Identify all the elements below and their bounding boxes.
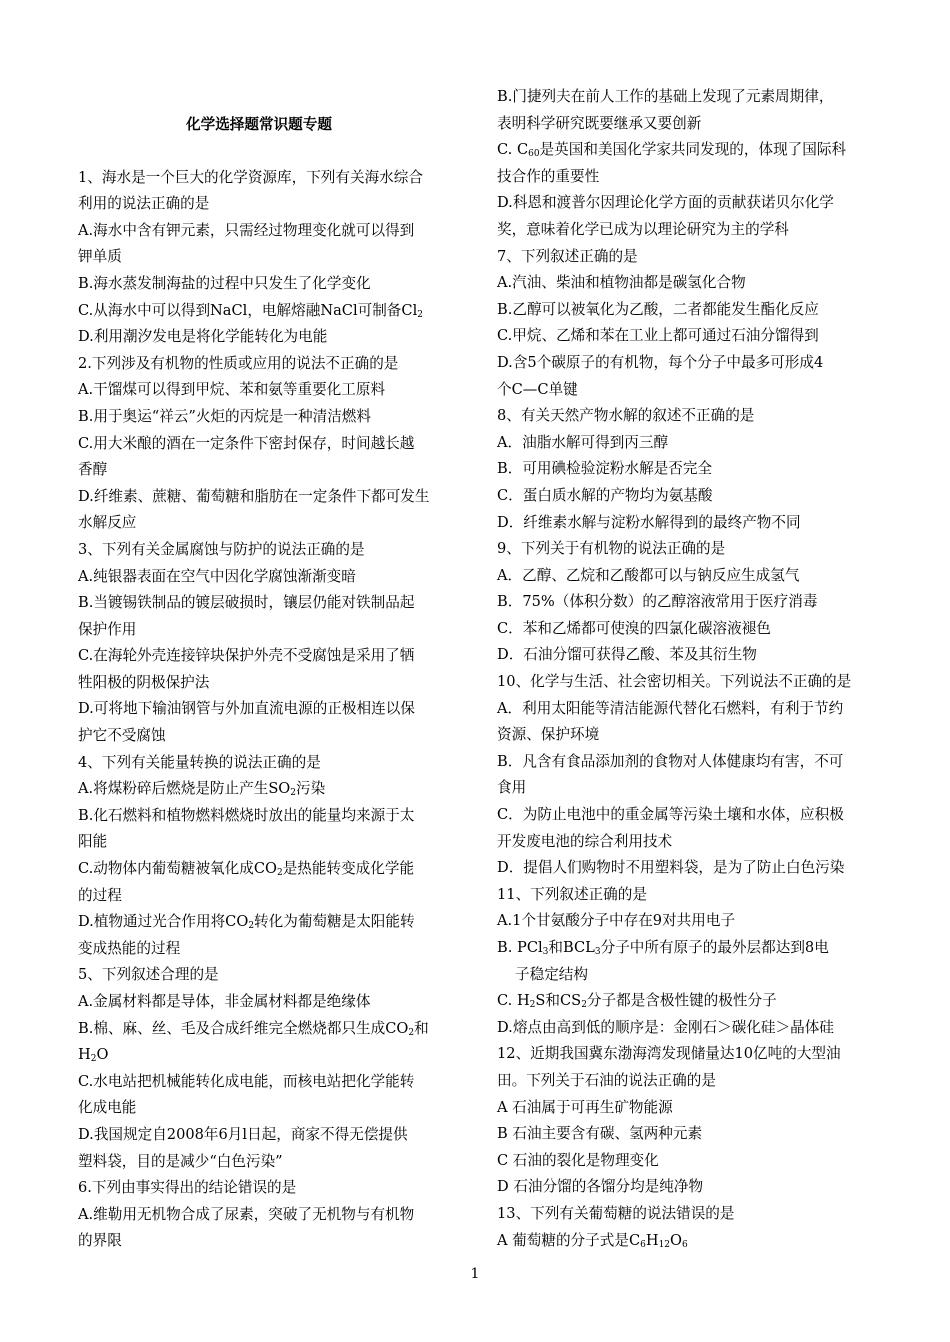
right-line: B．75%（体积分数）的乙醇溶液常用于医疗消毒: [497, 593, 818, 611]
right-line: D．纤维素水解与淀粉水解得到的最终产物不同: [497, 513, 801, 531]
right-line: 9、下列关于有机物的说法正确的是: [497, 540, 726, 558]
left-line: 阳能: [78, 833, 108, 851]
right-line: 开发废电池的综合利用技术: [497, 832, 673, 850]
left-line: A.海水中含有钾元素，只需经过物理变化就可以得到: [78, 221, 415, 239]
right-line: 资源、保护环境: [497, 726, 600, 744]
right-line: 食用: [497, 779, 527, 797]
right-line: C．为防止电池中的重金属等污染土壤和水体，应积极: [497, 806, 844, 824]
page-title: 化学选择题常识题专题: [186, 116, 332, 133]
right-line: A 葡萄糖的分子式是$C_6H_{12}O_6$: [497, 1231, 688, 1250]
left-line: D.利用潮汐发电是将化学能转化为电能: [78, 328, 328, 346]
right-line: 个C—C单键: [497, 380, 578, 398]
right-column: [497, 84, 881, 1254]
right-line: C．苯和乙烯都可使溴的四氯化碳溶液褪色: [497, 619, 771, 637]
left-column: [78, 112, 462, 1255]
right-line: C. $C_{60}$是英国和美国化学家共同发现的，体现了国际科: [497, 141, 847, 160]
right-line: 子稳定结构: [515, 965, 588, 983]
left-line: C.水电站把机械能转化成电能，而核电站把化学能转: [78, 1072, 415, 1090]
left-line: 香醇: [78, 461, 108, 479]
left-line: 2.下列涉及有机物的性质或应用的说法不正确的是: [78, 354, 399, 372]
right-line: C．蛋白质水解的产物均为氨基酸: [497, 486, 713, 504]
left-line: B.棉、麻、丝、毛及合成纤维完全燃烧都只生成$CO_2$和: [78, 1019, 429, 1038]
right-line: 13、下列有关葡萄糖的说法错误的是: [497, 1204, 735, 1222]
left-line: C.在海轮外壳连接锌块保护外壳不受腐蚀是采用了牺: [78, 647, 415, 665]
left-line: A.干馏煤可以得到甲烷、苯和氨等重要化工原料: [78, 381, 386, 399]
left-line: 保护作用: [78, 620, 137, 638]
right-line: 技合作的重要性: [497, 167, 600, 185]
right-line: B.乙醇可以被氧化为乙酸，二者都能发生酯化反应: [497, 300, 819, 318]
left-line: 钾单质: [78, 248, 122, 266]
right-line: C.甲烷、乙烯和苯在工业上都可通过石油分馏得到: [497, 327, 819, 345]
left-line: 变成热能的过程: [78, 939, 181, 957]
left-line: B.用于奥运“祥云”火炬的丙烷是一种清洁燃料: [78, 407, 371, 425]
right-line: A.汽油、柴油和植物油都是碳氢化合物: [497, 274, 746, 292]
left-line: D.可将地下输油钢管与外加直流电源的正极相连以保: [78, 700, 415, 718]
left-line: A.金属材料都是导体，非金属材料都是绝缘体: [78, 993, 371, 1010]
left-line: B.化石燃料和植物燃料燃烧时放出的能量均来源于太: [78, 806, 415, 824]
right-line: D．石油分馏可获得乙酸、苯及其衍生物: [497, 646, 757, 664]
right-line: 10、化学与生活、社会密切相关。下列说法不正确的是: [497, 673, 852, 691]
left-line: 护它不受腐蚀: [78, 727, 166, 745]
right-line: B.门捷列夫在前人工作的基础上发现了元素周期律，: [497, 88, 834, 105]
right-line: A．乙醇、乙烷和乙酸都可以与钠反应生成氢气: [497, 566, 800, 584]
right-line: C. $H_2S$和$CS_2$分子都是含极性键的极性分子: [497, 992, 777, 1011]
right-line: C 石油的裂化是物理变化: [497, 1151, 659, 1169]
left-line: C.动物体内葡萄糖被氧化成$CO_2$是热能转变成化学能: [78, 860, 415, 879]
left-line: 水解反应: [78, 514, 137, 532]
left-line: D.植物通过光合作用将$CO_2$转化为葡萄糖是太阳能转: [78, 913, 415, 932]
left-line: A.维勒用无机物合成了尿素，突破了无机物与有机物: [78, 1205, 415, 1223]
left-line: 利用的说法正确的是: [78, 195, 210, 213]
right-line: B. PCl$_3$和$BCL_3$分子中所有原子的最外层都达到8电: [497, 939, 829, 957]
left-line: 3、下列有关金属腐蚀与防护的说法正确的是: [78, 540, 365, 558]
right-lines: [497, 84, 881, 1254]
right-line: 田。下列关于石油的说法正确的是: [497, 1071, 716, 1089]
right-line: B．凡含有食品添加剂的食物对人体健康均有害，不可: [497, 752, 844, 770]
left-line: 化成电能: [78, 1099, 137, 1117]
right-line: 表明科学研究既要继承又要创新: [497, 114, 702, 132]
left-line: 的过程: [78, 886, 122, 904]
right-line: D 石油分馏的各馏分均是纯净物: [497, 1178, 704, 1196]
right-line: 7、下列叙述正确的是: [497, 247, 638, 265]
left-line: 的界限: [78, 1232, 122, 1250]
left-line: D.我国规定自2008年6月l日起，商家不得无偿提供: [78, 1125, 408, 1143]
left-line: C.用大米酿的酒在一定条件下密封保存，时间越长越: [78, 434, 415, 452]
right-line: 奖，意味着化学已成为以理论研究为主的学科: [497, 220, 789, 238]
left-line: 塑料袋，目的是减少“白色污染”: [78, 1152, 283, 1170]
right-line: D.科恩和渡普尔因理论化学方面的贡献获诺贝尔化学: [497, 194, 834, 212]
right-line: A．利用太阳能等清洁能源代替化石燃料，有利于节约: [497, 699, 844, 717]
right-line: 12、近期我国冀东渤海湾发现储量达10亿吨的大型油: [497, 1045, 841, 1063]
left-line: 1、海水是一个巨大的化学资源库，下列有关海水综合: [78, 168, 423, 186]
right-line: B 石油主要含有碳、氢两种元素: [497, 1125, 703, 1143]
right-line: D．提倡人们购物时不用塑料袋，是为了防止白色污染: [497, 859, 845, 877]
right-line: 11、下列叙述正确的是: [497, 885, 647, 903]
left-line: D.纤维素、蔗糖、葡萄糖和脂肪在一定条件下都可发生: [78, 487, 430, 505]
right-line: D.熔点由高到低的顺序是：金刚石＞碳化硅＞晶体硅: [497, 1018, 834, 1036]
right-line: D.含5个碳原子的有机物，每个分子中最多可形成4: [497, 353, 824, 371]
left-line: 5、下列叙述合理的是: [78, 966, 219, 984]
left-line: 6.下列由事实得出的结论错误的是: [78, 1179, 297, 1197]
right-line: A 石油属于可再生矿物能源: [497, 1098, 673, 1116]
left-lines: [78, 165, 462, 1255]
right-line: A．油脂水解可得到丙三醇: [497, 433, 669, 451]
left-line: B.当镀锡铁制品的镀层破损时，镶层仍能对铁制品起: [78, 594, 415, 612]
left-line: 4、下列有关能量转换的说法正确的是: [78, 753, 321, 771]
page-number: 1: [470, 1266, 480, 1282]
left-line: B.海水蒸发制海盐的过程中只发生了化学变化: [78, 274, 371, 292]
left-line: $H_2O$: [78, 1046, 109, 1065]
left-line: C.从海水中可以得到NaCl，电解熔融NaCl可制备$Cl_2$: [78, 301, 423, 320]
left-line: 牲阳极的阴极保护法: [78, 673, 210, 691]
left-line: A.纯银器表面在空气中因化学腐蚀渐渐变暗: [78, 567, 356, 585]
right-line: 8、有关天然产物水解的叙述不正确的是: [497, 407, 755, 425]
left-line: A.将煤粉碎后燃烧是防止产生$SO_2$污染: [78, 780, 326, 799]
right-line: B．可用碘检验淀粉水解是否完全: [497, 460, 713, 478]
right-line: A.1个甘氨酸分子中存在9对共用电子: [497, 912, 736, 930]
